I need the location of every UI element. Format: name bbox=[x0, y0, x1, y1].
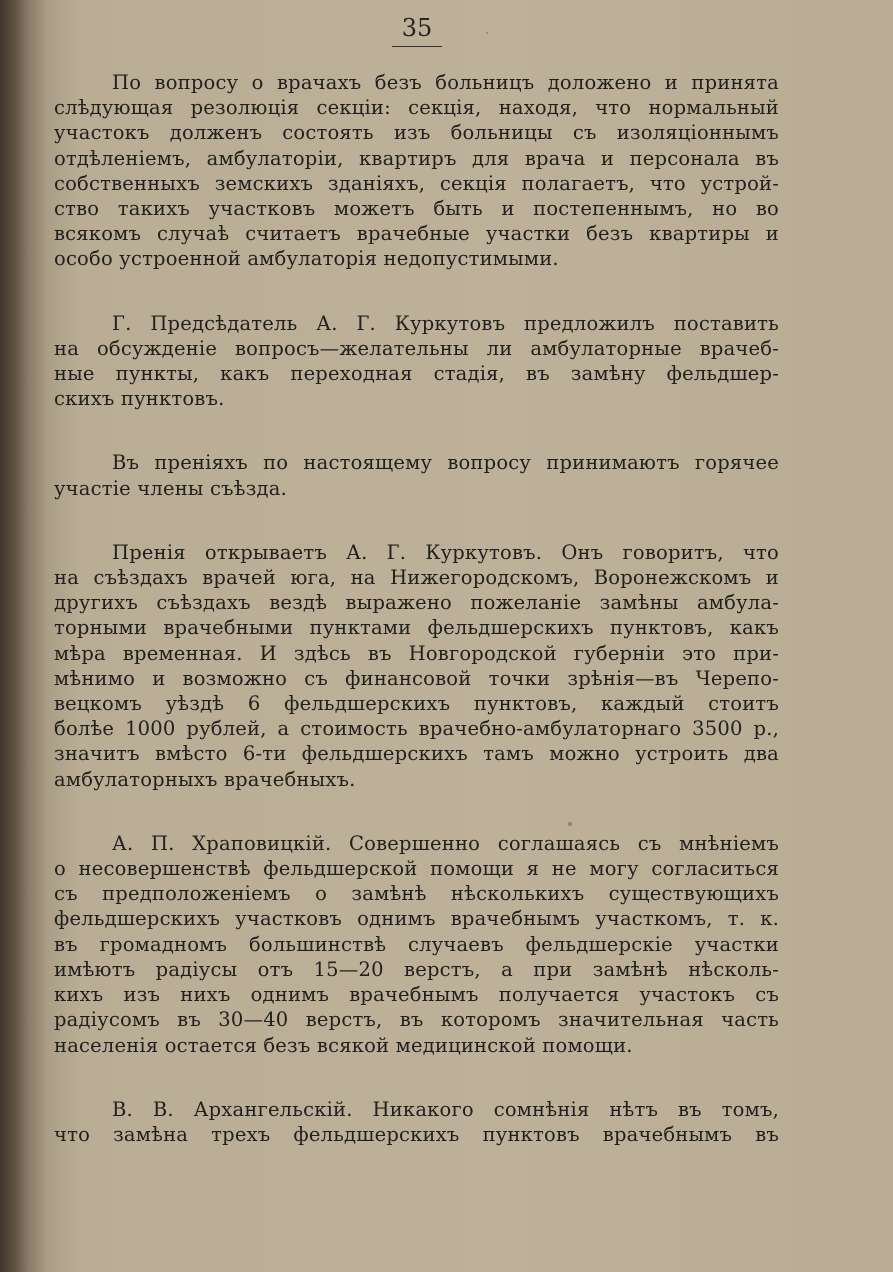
text-line: ство такихъ участковъ можетъ быть и постепеннымъ, но во bbox=[54, 197, 779, 221]
text-line: значитъ вмѣсто 6-ти фельдшерскихъ тамъ можно устроить два bbox=[54, 742, 779, 766]
text-line: А. П. Храповицкій. Совершенно соглашаясь съ мнѣніемъ bbox=[112, 831, 779, 855]
paper-blemish bbox=[568, 822, 572, 826]
text-line: имѣютъ радіусы отъ 15—20 верстъ, а при замѣнѣ нѣсколь- bbox=[54, 957, 779, 981]
text-line: торными врачебными пунктами фельдшерскихъ пунктовъ, какъ bbox=[54, 616, 779, 640]
text-line: Г. Предсѣдатель А. Г. Куркутовъ предложилъ поставить bbox=[112, 311, 779, 335]
text-line: По вопросу о врачахъ безъ больницъ доложено и принята bbox=[112, 71, 779, 94]
text-body bbox=[54, 70, 779, 1186]
page-number: 35 bbox=[392, 14, 442, 47]
text-line: кихъ изъ нихъ однимъ врачебнымъ получается участокъ съ bbox=[54, 983, 779, 1007]
text-line: другихъ съѣздахъ вездѣ выражено пожеланіе замѣны амбула- bbox=[54, 591, 779, 615]
text-line: особо устроенной амбулаторія недопустимыми. bbox=[54, 247, 559, 271]
text-line: участокъ долженъ состоять изъ больницы съ изоляціоннымъ bbox=[54, 121, 779, 145]
text-line: мѣнимо и возможно съ финансовой точки зрѣнія—въ Черепо- bbox=[54, 666, 779, 690]
paragraph-khrapovitsky bbox=[54, 831, 779, 1058]
text-line: В. В. Архангельскій. Никакого сомнѣнія нѣтъ въ томъ, bbox=[112, 1097, 779, 1121]
text-line: что замѣна трехъ фельдшерскихъ пунктовъ врачебнымъ въ bbox=[54, 1122, 779, 1146]
text-line: о несовершенствѣ фельдшерской помощи я не могу согласиться bbox=[54, 857, 779, 881]
text-line: Въ преніяхъ по настоящему вопросу принимаютъ горячее bbox=[112, 451, 779, 475]
text-line: всякомъ случаѣ считаетъ врачебные участки безъ квартиры и bbox=[54, 222, 779, 246]
text-line: участіе члены съѣзда. bbox=[54, 476, 287, 500]
text-line: мѣра временная. И здѣсь въ Новгородской губерніи это при- bbox=[54, 641, 779, 665]
paragraph-kurkutov bbox=[54, 540, 779, 792]
paragraph-arkhangelsky bbox=[54, 1097, 779, 1147]
text-line: амбулаторныхъ врачебныхъ. bbox=[54, 767, 356, 791]
paper-blemish bbox=[486, 32, 488, 34]
text-line: отдѣленіемъ, амбулаторіи, квартиръ для врача и персонала въ bbox=[54, 146, 779, 170]
text-line: скихъ пунктовъ. bbox=[54, 387, 225, 411]
text-line: вецкомъ уѣздѣ 6 фельдшерскихъ пунктовъ, каждый стоитъ bbox=[54, 692, 779, 716]
paragraph-debate bbox=[54, 450, 779, 500]
text-line: собственныхъ земскихъ зданіяхъ, секція полагаетъ, что устрой- bbox=[54, 171, 779, 195]
text-line: слѣдующая резолюція секціи: секція, находя, что нормальный bbox=[54, 96, 779, 120]
text-line: населенія остается безъ всякой медицинской помощи. bbox=[54, 1033, 633, 1057]
text-line: съ предположеніемъ о замѣнѣ нѣсколькихъ существующихъ bbox=[54, 882, 779, 906]
paragraph-chairman bbox=[54, 311, 779, 412]
text-line: фельдшерскихъ участковъ однимъ врачебнымъ участкомъ, т. к. bbox=[54, 907, 779, 931]
text-line: радіусомъ въ 30—40 верстъ, въ которомъ значительная часть bbox=[54, 1008, 779, 1032]
text-line: Пренія открываетъ А. Г. Куркутовъ. Онъ говоритъ, что bbox=[112, 540, 779, 564]
text-line: ные пункты, какъ переходная стадія, въ замѣну фельдшер- bbox=[54, 362, 779, 386]
text-line: на обсужденіе вопросъ—желательны ли амбулаторные врачеб- bbox=[54, 336, 779, 360]
text-line: болѣе 1000 рублей, а стоимость врачебно-амбулаторнаго 3500 р., bbox=[54, 717, 779, 741]
text-line: на съѣздахъ врачей юга, на Нижегородскомъ, Воронежскомъ и bbox=[54, 566, 779, 590]
text-line: въ громадномъ большинствѣ случаевъ фельдшерскіе участки bbox=[54, 932, 779, 956]
paragraph-resolution bbox=[54, 70, 779, 272]
